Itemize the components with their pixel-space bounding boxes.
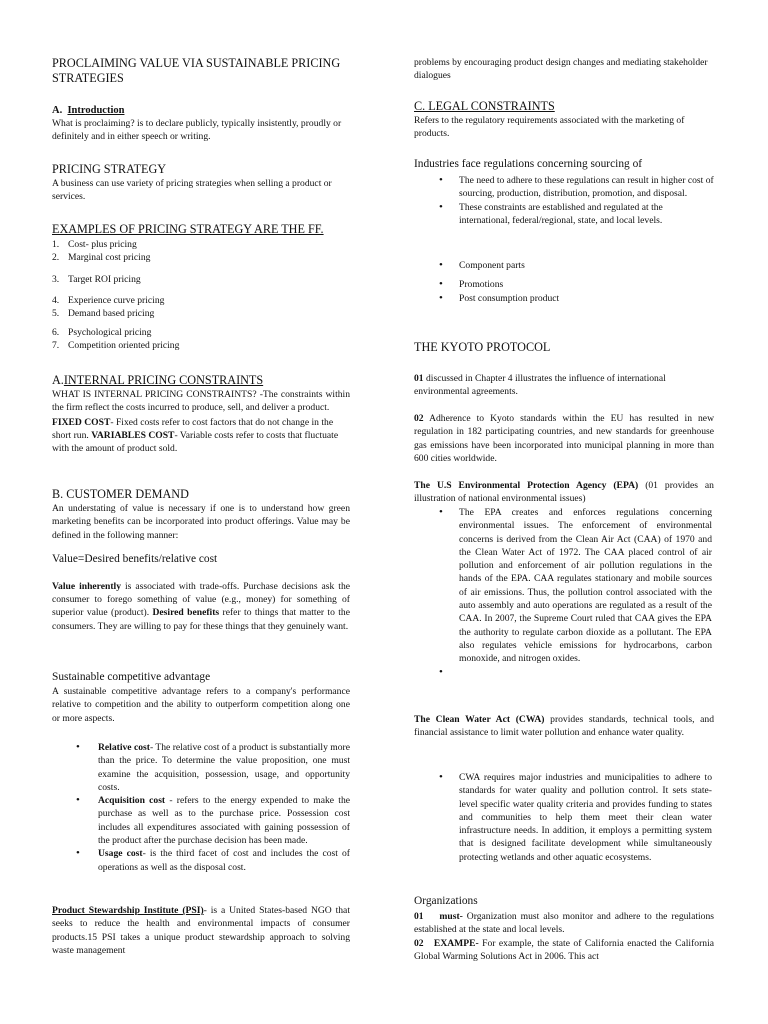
- value-formula: Value=Desired benefits/relative cost: [52, 552, 218, 565]
- epa-text: The U.S Environmental Protection Agency (EPA) (01 provides an illustration of national environmental issues): [414, 480, 714, 505]
- list-item: [459, 666, 712, 679]
- introduction-heading: A. Introduction: [52, 105, 125, 116]
- organizations-01-text: 01 must- Organization must also monitor and adhere to the regulations established at the state and local levels.: [414, 911, 714, 936]
- customer-demand-text: An understating of value is necessary if one is to understand how green marketing benefits can be incorporated into product offerings. Value may be defined in the following manner:: [52, 503, 350, 541]
- examples-heading: EXAMPLES OF PRICING STRATEGY ARE THE FF.: [52, 222, 324, 236]
- fixed-variable-cost-text: FIXED COST- Fixed costs refer to cost factors that do not change in the short run. VARIABLES COST- Variable costs refer to costs that fluctuate with the amount of product sold.: [52, 416, 339, 455]
- kyoto-01-text: 01 discussed in Chapter 4 illustrates the influence of international environmental agreements.: [414, 373, 666, 398]
- pricing-strategy-heading: PRICING STRATEGY: [52, 162, 167, 176]
- value-text: Value inherently is associated with trade-offs. Purchase decisions ask the consumer to forego something of value (e.g., money) for something of superior value (product). Desired benefits refer to things that matter to the consumers. They are willing to pay for these things that they genuinely want.: [52, 580, 350, 632]
- list-item: • Acquisition cost - refers to the energy expended to make the purchase as well as to the purchase price. Possession cost includes all expenditures associated with gaining possession of the product after the purchase decision has been made.: [98, 794, 350, 847]
- list-item: 6. Psychological pricing: [52, 327, 152, 338]
- introduction-section: [52, 104, 350, 144]
- psi-text: Product Stewardship Institute (PSI)- is a United States-based NGO that seeks to reduce the health and environmental impacts of consumer products.15 PSI takes a unique product stewardship approach to solving waste management: [52, 905, 350, 956]
- customer-demand-heading: B. CUSTOMER DEMAND: [52, 487, 189, 501]
- list-item: • Component parts: [459, 259, 714, 272]
- list-item: 3. Target ROI pricing: [52, 274, 141, 285]
- introduction-text: What is proclaiming? is to declare publicly, typically insistently, proudly or definitely and in either speech or writing.: [52, 118, 342, 143]
- pricing-strategy-section: [52, 162, 350, 204]
- competitive-advantage-section: [52, 670, 350, 725]
- list-item: • Post consumption product: [459, 292, 714, 305]
- legal-bullet-list: [459, 174, 714, 227]
- list-item: 2. Marginal cost pricing: [52, 252, 151, 263]
- cwa-bullet-list: [459, 771, 712, 864]
- cwa-text: The Clean Water Act (CWA) provides standards, technical tools, and financial assistance to limit water pollution and enhance water quality.: [414, 714, 714, 739]
- list-item: • CWA requires major industries and municipalities to adhere to standards for water quality and pollution control. It sets state-level specific water quality criteria and provides funding to states and communities to help them meet their clean water infrastructure needs. In addition, it employs a permitting system that is designed facilitate development while simultaneously protecting wetlands and other aquatic ecosystems.: [459, 771, 712, 864]
- list-item: 7. Competition oriented pricing: [52, 340, 180, 351]
- internal-constraints-heading: A.INTERNAL PRICING CONSTRAINTS: [52, 373, 264, 387]
- pricing-strategy-text: A business can use variety of pricing strategies when selling a product or services.: [52, 178, 332, 203]
- document-title: PROCLAIMING VALUE VIA SUSTAINABLE PRICING STRATEGIES: [52, 56, 341, 85]
- epa-bullet-list: [459, 506, 712, 679]
- cost-bullet-list: [98, 741, 350, 874]
- list-item: 5. Demand based pricing: [52, 308, 155, 319]
- kyoto-heading: THE KYOTO PROTOCOL: [414, 340, 551, 354]
- list-item: • The need to adhere to these regulations can result in higher cost of sourcing, production, distribution, promotion, and disposal.: [459, 174, 714, 201]
- customer-demand-section: [52, 487, 350, 633]
- competitive-advantage-text: A sustainable competitive advantage refers to a company's performance relative to competition and the ability to outperform competition along one or more aspects.: [52, 686, 350, 724]
- organizations-02-text: 02 EXAMPE- For example, the state of California enacted the California Global Warming Solutions Act in 2006. This act: [414, 938, 714, 963]
- kyoto-02-text: 02 Adherence to Kyoto standards within the EU has resulted in new regulation in 182 participating countries, and new standards for greenhouse gas emissions have been incorporated into municipal planning in more than 600 cities worldwide.: [414, 413, 714, 464]
- continuation-text: problems by encouraging product design changes and mediating stakeholder dialogues: [414, 57, 708, 82]
- list-item: • Usage cost- is the third facet of cost and includes the cost of operations as well as the disposal cost.: [98, 847, 350, 874]
- list-item: • These constraints are established and regulated at the international, federal/regional, state, and local levels.: [459, 201, 714, 228]
- legal-constraints-heading: C. LEGAL CONSTRAINTS: [414, 99, 555, 113]
- list-item: • The EPA creates and enforces regulations concerning environmental issues. The enforcement of environmental concerns is derived from the Clean Air Act (CAA) of 1970 and the Clean Water Act of 1972. The CAA placed control of air pollution and enforcement of air pollution regulations in the hands of the EPA. CAA regulates stationary and mobile sources of air emissions. Thus, the pollution control associated with the auto assembly and auto operations are regulated as a result of the CAA. In 2007, the Supreme Court ruled that CAA gives the EPA the authority to regulate carbon dioxide as a pollutant. The EPA also regulates vehicle emissions for hydrocarbons, carbon monoxide, and nitrogen oxides.: [459, 506, 712, 666]
- internal-constraints-text: WHAT IS INTERNAL PRICING CONSTRAINTS? -The constraints within the firm reflect the costs incurred to produce, sell, and deliver a product.: [52, 389, 351, 414]
- organizations-heading: Organizations: [414, 895, 478, 907]
- industries-text: Industries face regulations concerning sourcing of: [414, 158, 643, 170]
- list-item: 1. Cost- plus pricing: [52, 239, 137, 250]
- component-bullet-list: [459, 259, 714, 305]
- list-item: • Promotions: [459, 278, 714, 291]
- legal-constraints-text: Refers to the regulatory requirements associated with the marketing of products.: [414, 115, 685, 140]
- legal-constraints-section: [414, 99, 714, 141]
- list-item: • Relative cost- The relative cost of a product is substantially more than the price. To determine the value proposition, one must examine the acquisition, possession, usage, and opportunity costs.: [98, 741, 350, 794]
- competitive-advantage-heading: Sustainable competitive advantage: [52, 671, 211, 683]
- examples-list: [52, 238, 350, 352]
- examples-section: [52, 222, 350, 352]
- list-item: 4. Experience curve pricing: [52, 295, 165, 306]
- internal-constraints-section: [52, 373, 350, 455]
